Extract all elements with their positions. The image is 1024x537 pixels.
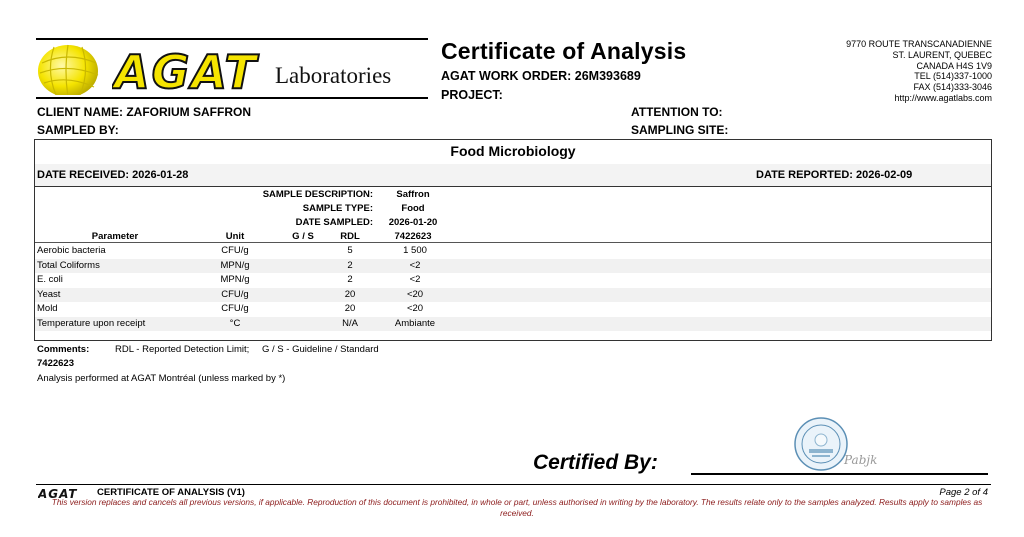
- unit-cell: MPN/g: [220, 259, 250, 271]
- unit-cell: MPN/g: [220, 274, 250, 285]
- table-row: [35, 317, 991, 332]
- col-header-rdl: RDL: [340, 231, 360, 242]
- parameter-cell: Temperature upon receipt: [37, 317, 146, 329]
- page-number: Page 2 of 4: [939, 487, 988, 498]
- certification-seal-icon: [793, 416, 849, 472]
- parameter-cell: E. coli: [37, 274, 63, 285]
- svg-text:AGAT: AGAT: [38, 487, 78, 499]
- sampled-by: SAMPLED BY:: [37, 123, 119, 137]
- analysis-note: Analysis performed at AGAT Montréal (unless marked by *): [37, 373, 286, 384]
- document-title: Certificate of Analysis: [441, 38, 687, 64]
- sample-description-label: SAMPLE DESCRIPTION:: [262, 189, 373, 200]
- date-reported: DATE REPORTED: 2026-02-09: [756, 169, 913, 181]
- footer-disclaimer: This version replaces and cancels all previous versions, if applicable. Reproduction of this document is prohibited, in whole or part, unless authorised in writing by the laboratory. The results relate only to the samples analyzed. Results apply to samples as received.: [51, 497, 983, 518]
- date-sampled-value: 2026-01-20: [388, 217, 438, 228]
- table-row: [35, 302, 991, 317]
- section-title: Food Microbiology: [450, 143, 576, 159]
- result-cell: <20: [406, 288, 424, 300]
- col-header-gs: G / S: [292, 231, 314, 242]
- unit-cell: CFU/g: [221, 288, 249, 300]
- globe-logo-icon: [38, 43, 108, 95]
- comments-label: Comments:: [37, 344, 90, 355]
- parameter-cell: Mold: [37, 303, 58, 314]
- parameter-cell: Yeast: [37, 288, 61, 300]
- address-line: ST. LAURENT, QUEBEC: [892, 49, 992, 60]
- sample-type-value: Food: [401, 203, 425, 214]
- footer-rule: [36, 484, 991, 485]
- rdl-cell: N/A: [342, 317, 358, 329]
- certified-by-label: Certified By:: [533, 451, 658, 474]
- date-received: DATE RECEIVED: 2026-01-28: [37, 169, 189, 181]
- rdl-cell: 5: [347, 245, 353, 256]
- parameter-cell: Total Coliforms: [37, 259, 100, 271]
- table-row: [35, 244, 991, 259]
- result-cell: <2: [409, 259, 421, 271]
- gs-note: G / S - Guideline / Standard: [262, 344, 379, 355]
- svg-text:AGAT: AGAT: [114, 46, 258, 94]
- unit-cell: CFU/g: [221, 245, 249, 256]
- signature-image: [842, 446, 892, 472]
- result-cell: <20: [406, 303, 424, 314]
- address-line: TEL (514)337-1000: [914, 71, 992, 82]
- unit-cell: °C: [229, 317, 241, 329]
- sample-description-value: Saffron: [396, 189, 430, 200]
- laboratories-wordmark: Laboratories: [275, 63, 392, 88]
- result-cell: <2: [409, 274, 421, 285]
- svg-text:Pabjk: Pabjk: [844, 453, 878, 467]
- address-line: 9770 ROUTE TRANSCANADIENNE: [846, 39, 992, 49]
- signature-line: [691, 473, 988, 475]
- website-link[interactable]: http://www.agatlabs.com: [894, 92, 992, 103]
- logo-top-rule: [36, 38, 428, 40]
- col-header-unit: Unit: [225, 231, 245, 242]
- unit-cell: CFU/g: [221, 303, 249, 314]
- footer-title: CERTIFICATE OF ANALYSIS (V1): [97, 487, 245, 498]
- rdl-note: RDL - Reported Detection Limit;: [115, 344, 250, 355]
- sampling-site: SAMPLING SITE:: [631, 123, 729, 137]
- result-cell: 1 500: [403, 245, 427, 256]
- result-cell: Ambiante: [394, 317, 436, 329]
- date-sampled-label: DATE SAMPLED:: [295, 217, 373, 228]
- agat-wordmark-logo: [112, 46, 272, 94]
- parameter-cell: Aerobic bacteria: [37, 245, 106, 256]
- rdl-cell: 20: [344, 288, 356, 300]
- address-line: FAX (514)333-3046: [913, 82, 992, 93]
- client-name: CLIENT NAME: ZAFORIUM SAFFRON: [37, 105, 251, 119]
- table-row: [35, 288, 991, 303]
- lab-address: [846, 39, 992, 104]
- work-order: AGAT WORK ORDER: 26M393689: [441, 69, 641, 83]
- sample-type-label: SAMPLE TYPE:: [302, 203, 373, 214]
- rdl-cell: 2: [347, 274, 353, 285]
- comment-sample-id: 7422623: [37, 358, 74, 369]
- logo-bottom-rule: [36, 97, 428, 99]
- attention-to: ATTENTION TO:: [631, 105, 723, 119]
- project-label: PROJECT:: [441, 88, 503, 102]
- col-header-parameter: Parameter: [91, 231, 139, 242]
- address-line: CANADA H4S 1V9: [916, 60, 992, 71]
- rdl-cell: 20: [344, 303, 356, 314]
- header-rule: [35, 242, 991, 243]
- table-row: [35, 273, 991, 288]
- col-header-sample-id: 7422623: [394, 231, 432, 242]
- table-row: [35, 259, 991, 274]
- rdl-cell: 2: [347, 259, 353, 271]
